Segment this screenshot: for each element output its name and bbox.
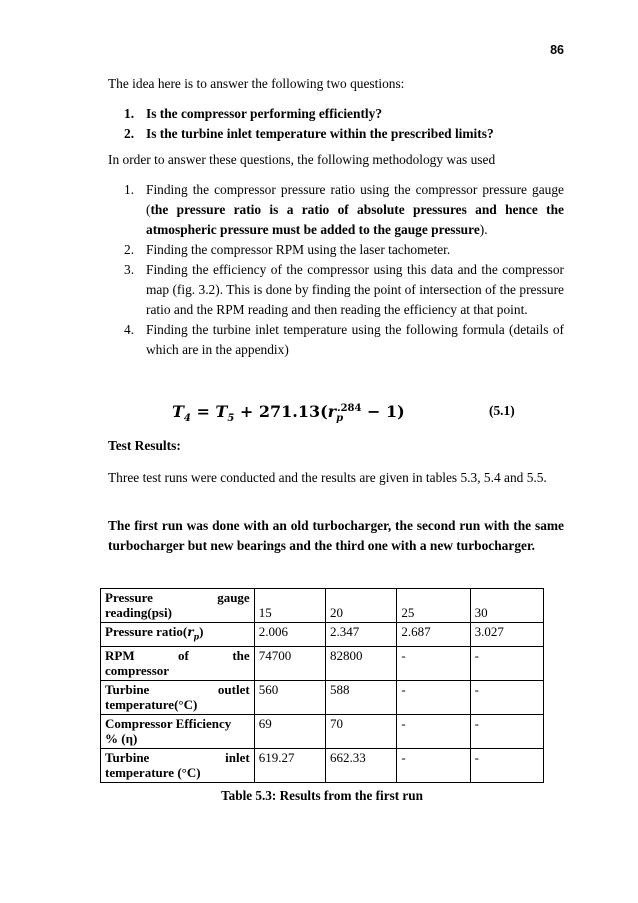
- table-row: [101, 623, 544, 647]
- table-cell: 74700: [254, 647, 325, 681]
- table-cell: 15: [254, 589, 325, 623]
- table-cell: 70: [326, 715, 397, 749]
- list-number: 1.: [124, 106, 135, 121]
- row-label: Turbine outlet temperature(°C): [101, 681, 255, 715]
- row-label: RPM of the compressor: [101, 647, 255, 681]
- step-text: Finding the turbine inlet temperature using the following formula (details of which are in the appendix): [146, 322, 564, 357]
- table-row: [101, 749, 544, 783]
- table-cell: 619.27: [254, 749, 325, 783]
- table-caption: Table 5.3: Results from the first run: [221, 788, 423, 803]
- results-table: [100, 588, 544, 783]
- table-cell: -: [470, 681, 543, 715]
- method-step: [124, 180, 564, 240]
- table-cell: -: [397, 681, 470, 715]
- table-cell: 560: [254, 681, 325, 715]
- questions-list: [124, 104, 494, 144]
- equation-5-1: $T_4 = T_5 + 271.13(r_p^{.284} - 1)$: [172, 402, 405, 425]
- table-cell: 2.687: [397, 623, 470, 647]
- question-item: [124, 104, 494, 124]
- step-text: Finding the compressor RPM using the laser tachometer.: [146, 242, 451, 257]
- row-label: Compressor Efficiency % (η): [101, 715, 255, 749]
- method-step: [124, 260, 564, 320]
- row-label: Turbine inlet temperature (°C): [101, 749, 255, 783]
- method-step: [124, 240, 564, 260]
- step-text: Finding the compressor pressure ratio using the compressor pressure gauge (: [146, 182, 564, 217]
- method-list: [124, 180, 564, 360]
- table-cell: 2.006: [254, 623, 325, 647]
- table-cell: 3.027: [470, 623, 543, 647]
- equation-number: (5.1): [489, 403, 515, 418]
- table-cell: -: [397, 715, 470, 749]
- table-cell: -: [470, 749, 543, 783]
- list-number: 2.: [124, 126, 135, 141]
- step-emphasis: the pressure ratio is a ratio of absolute pressures and hence the atmospheric pressure must be added to the gauge pressure: [146, 202, 564, 237]
- table-row: [101, 647, 544, 681]
- method-step: [124, 320, 564, 360]
- intro-text: The idea here is to answer the following two questions:: [108, 76, 405, 91]
- question-text: Is the turbine inlet temperature within the prescribed limits?: [146, 126, 494, 141]
- list-number: 4.: [124, 322, 135, 337]
- table-cell: 69: [254, 715, 325, 749]
- table-cell: 588: [326, 681, 397, 715]
- table-row: [101, 589, 544, 623]
- step-text: ).: [479, 222, 488, 237]
- method-intro: In order to answer these questions, the following methodology was used: [108, 152, 496, 167]
- table-row: [101, 715, 544, 749]
- table-cell: 2.347: [326, 623, 397, 647]
- table-cell: -: [397, 749, 470, 783]
- row-label: Pressure $ratio(r_p)$: [101, 623, 255, 647]
- step-text: Finding the efficiency of the compressor using this data and the compressor map (fig. 3.2). This is done by finding the point of intersection of the pressure ratio and the RPM reading and then reading the efficiency at that point.: [146, 262, 564, 317]
- table-cell: 20: [326, 589, 397, 623]
- question-item: [124, 124, 494, 144]
- test-results-text: Three test runs were conducted and the results are given in tables 5.3, 5.4 and 5.5.: [108, 470, 547, 485]
- list-number: 2.: [124, 242, 135, 257]
- table-cell: 662.33: [326, 749, 397, 783]
- question-text: Is the compressor performing efficiently?: [146, 106, 383, 121]
- table-cell: -: [470, 715, 543, 749]
- row-label: Pressure gauge reading(psi): [101, 589, 255, 623]
- table-cell: -: [397, 647, 470, 681]
- table-cell: 82800: [326, 647, 397, 681]
- table-cell: 25: [397, 589, 470, 623]
- table-row: [101, 681, 544, 715]
- list-number: 1.: [124, 182, 135, 197]
- table-cell: 30: [470, 589, 543, 623]
- test-results-heading: Test Results:: [108, 438, 181, 453]
- runs-note: The first run was done with an old turbocharger, the second run with the same turbocharger but new bearings and the third one with a new turbocharger.: [108, 518, 564, 553]
- list-number: 3.: [124, 262, 135, 277]
- page-number: 86: [550, 43, 564, 57]
- table-cell: -: [470, 647, 543, 681]
